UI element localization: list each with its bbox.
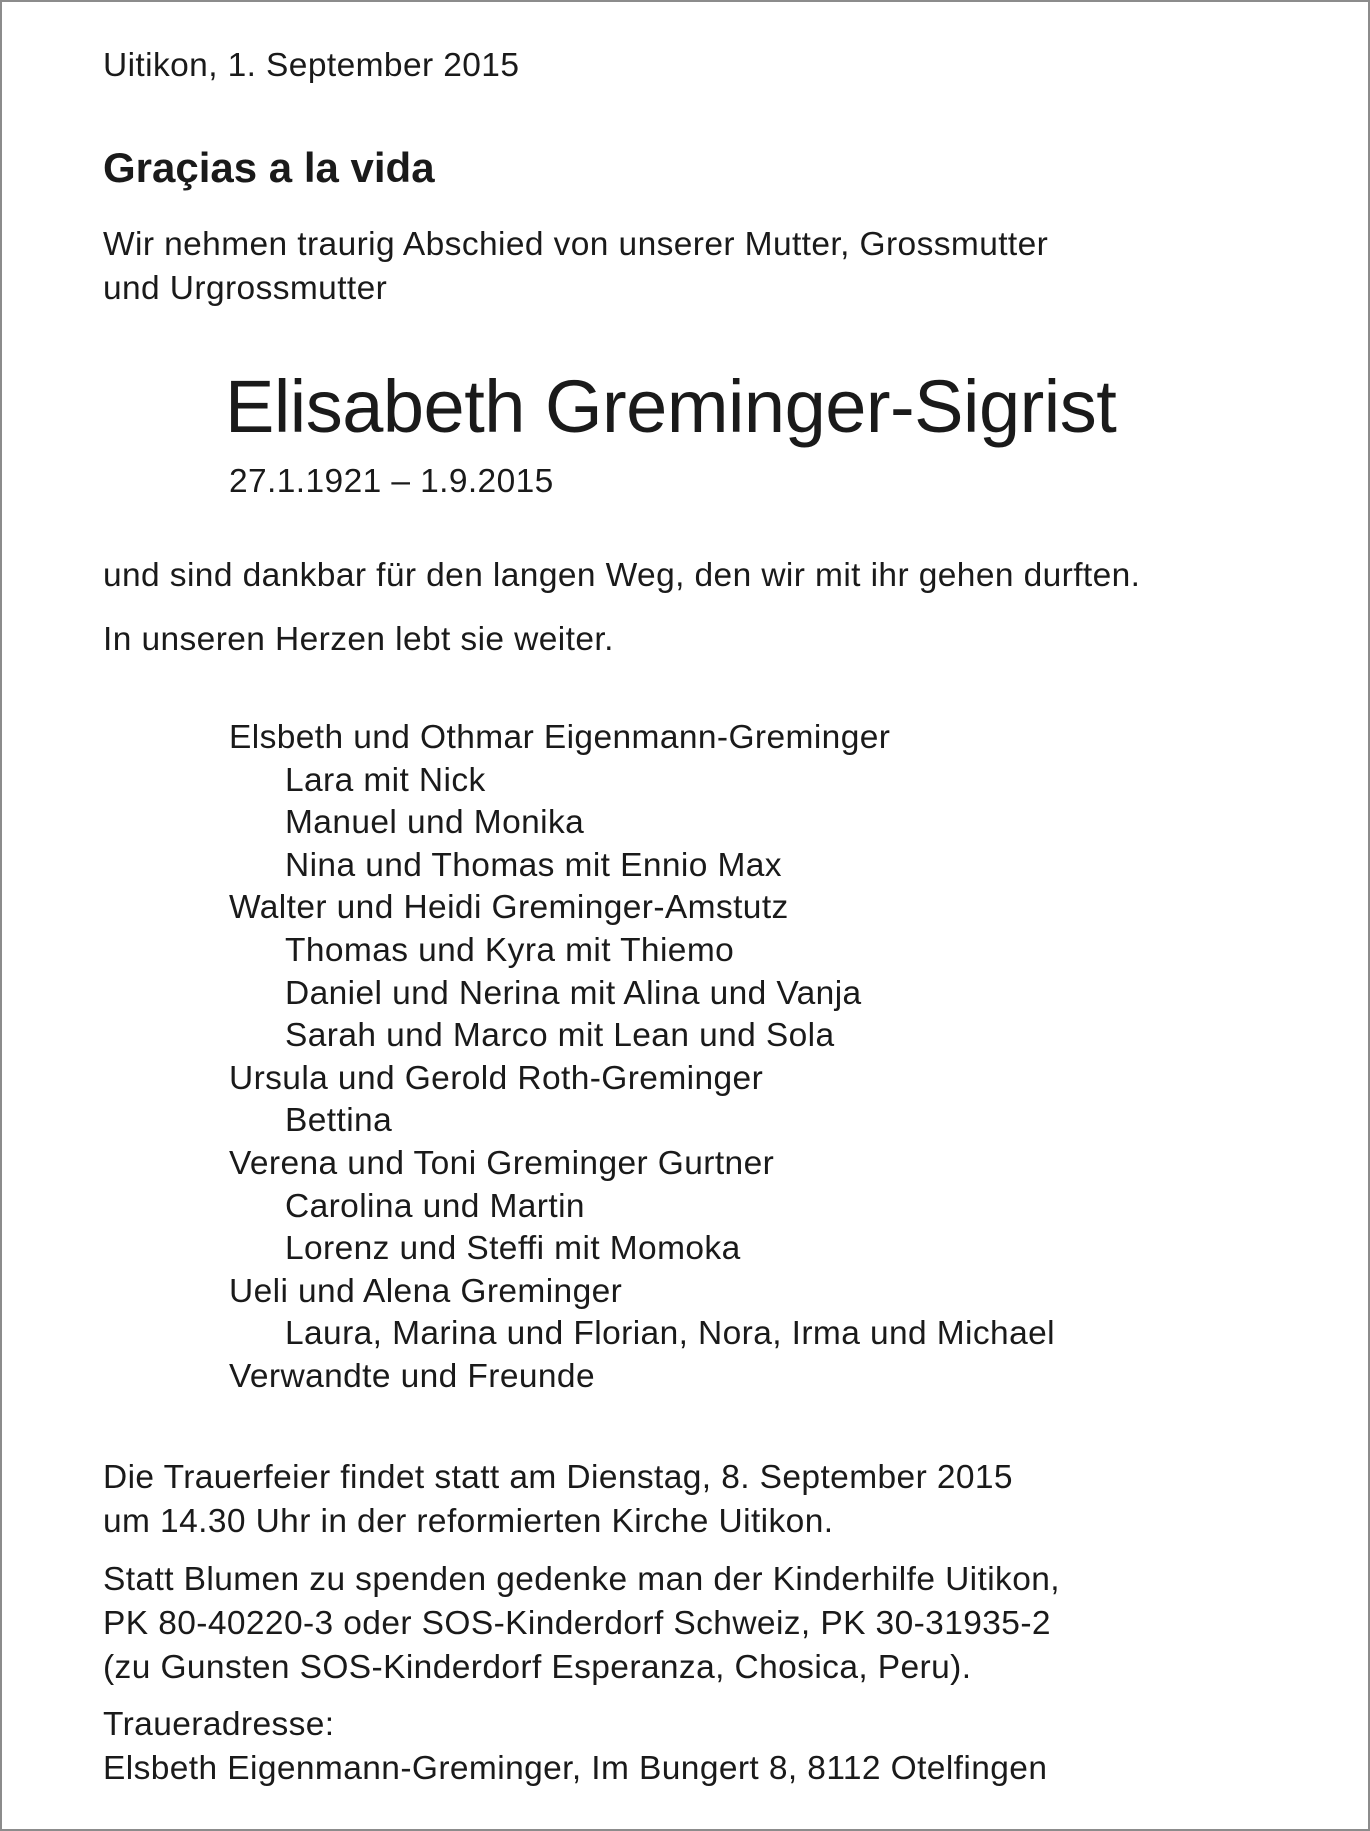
address-value: Elsbeth Eigenmann-Greminger, Im Bungert 8, 8112 Otelfingen xyxy=(103,1750,1048,1787)
intro-text xyxy=(103,223,1048,311)
family-member: Walter und Heidi Greminger-Amstutz xyxy=(229,889,789,927)
life-dates: 27.1.1921 – 1.9.2015 xyxy=(229,463,554,500)
thanks-text: und sind dankbar für den langen Weg, den wir mit ihr gehen durften. xyxy=(103,557,1141,594)
family-member: Elsbeth und Othmar Eigenmann-Greminger xyxy=(229,719,891,756)
family-member: Ueli und Alena Greminger xyxy=(229,1272,623,1310)
family-member-child: Thomas und Kyra mit Thiemo xyxy=(285,931,735,969)
mourning-address xyxy=(103,1703,1047,1791)
family-member-child: Bettina xyxy=(285,1102,393,1140)
family-member-child: Carolina und Martin xyxy=(285,1187,585,1225)
funeral-line-2: um 14.30 Uhr in der reformierten Kirche Uitikon. xyxy=(103,1503,834,1540)
family-list xyxy=(229,717,1055,1399)
intro-line-1: Wir nehmen traurig Abschied von unserer Mutter, Grossmutter xyxy=(103,226,1049,263)
donation-line-2: PK 80-40220-3 oder SOS-Kinderdorf Schweiz, PK 30-31935-2 xyxy=(103,1605,1051,1642)
donation-line-3: (zu Gunsten SOS-Kinderdorf Esperanza, Chosica, Peru). xyxy=(103,1649,972,1686)
family-member: Verena und Toni Greminger Gurtner xyxy=(229,1144,775,1182)
family-member: Verwandte und Freunde xyxy=(229,1357,595,1395)
deceased-name: Elisabeth Greminger-Sigrist xyxy=(225,365,1117,448)
family-member-child: Sarah und Marco mit Lean und Sola xyxy=(285,1017,835,1055)
family-member-child: Lorenz und Steffi mit Momoka xyxy=(285,1230,741,1268)
heading: Graçias a la vida xyxy=(103,144,435,191)
family-member-child: Lara mit Nick xyxy=(285,761,486,799)
funeral-info xyxy=(103,1456,1013,1544)
family-member-child: Daniel und Nerina mit Alina und Vanja xyxy=(285,974,862,1012)
dateline: Uitikon, 1. September 2015 xyxy=(103,47,520,84)
family-member: Ursula und Gerold Roth-Greminger xyxy=(229,1059,764,1097)
donation-line-1: Statt Blumen zu spenden gedenke man der Kinderhilfe Uitikon, xyxy=(103,1561,1060,1598)
family-member-child: Manuel und Monika xyxy=(285,804,585,842)
donation-info xyxy=(103,1558,1060,1690)
family-member-child: Nina und Thomas mit Ennio Max xyxy=(285,846,782,884)
intro-line-2: und Urgrossmutter xyxy=(103,270,388,307)
in-hearts-text: In unseren Herzen lebt sie weiter. xyxy=(103,621,614,658)
address-label: Traueradresse: xyxy=(103,1706,335,1743)
funeral-line-1: Die Trauerfeier findet statt am Dienstag, 8. September 2015 xyxy=(103,1459,1013,1496)
family-member-child: Laura, Marina und Florian, Nora, Irma und Michael xyxy=(285,1315,1055,1353)
